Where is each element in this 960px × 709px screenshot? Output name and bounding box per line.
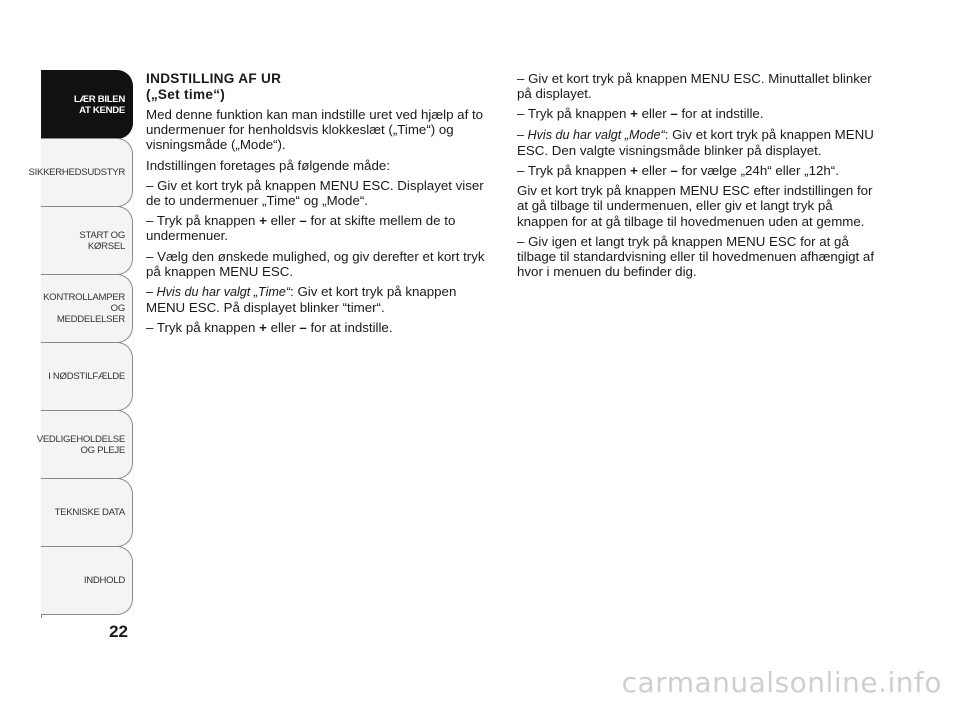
tab-i-nodstilfaelde[interactable]: [41, 342, 133, 411]
paragraph: Giv et kort tryk på knappen MENU ESC efter indstillingen for at gå tilbage til undermenuen, eller giv et langt tryk på knappen for at gå tilbage til hovedmenuen uden at gemme.: [517, 183, 873, 229]
paragraph: – Giv igen et langt tryk på knappen MENU ESC for at gå tilbage til standardvisning eller til hovedmenuen afhængigt af hvor i menuen du befinder dig.: [517, 233, 875, 280]
plus-symbol: +: [259, 213, 267, 229]
text: : Giv et kort tryk på knappen MENU ESC. På displayet blinker “timer“.: [146, 284, 457, 316]
heading-line-1: INDSTILLING AF UR: [146, 71, 282, 86]
minus-symbol: –: [299, 213, 307, 229]
paragraph: – Giv et kort tryk på knappen MENU ESC. Minuttallet blinker på displayet.: [517, 71, 872, 102]
text: – Tryk på knappen: [517, 106, 631, 122]
text: for at skifte mellem de to undermenuer.: [146, 213, 456, 244]
minus-symbol: –: [670, 163, 678, 179]
paragraph: Indstillingen foretages på følgende måde:: [146, 157, 390, 173]
tab-label: START OG KØRSEL: [79, 229, 125, 252]
paragraph: [146, 284, 496, 315]
tab-sikkerhedsudstyr[interactable]: [28, 138, 133, 207]
paragraph: [517, 127, 877, 158]
tab-laer-bilen-at-kende[interactable]: [41, 70, 133, 139]
tab-label: I NØDSTILFÆLDE: [48, 371, 125, 382]
left-column: [146, 71, 496, 341]
tab-label: KONTROLLAMPER OG MEDDELELSER: [43, 292, 125, 325]
watermark: carmanualsonline.info: [621, 666, 942, 699]
tab-label: VEDLIGEHOLDELSE OG PLEJE: [36, 433, 125, 456]
tab-label: LÆR BILEN AT KENDE: [73, 93, 125, 116]
italic-lead: – Hvis du har valgt „Time“: [146, 285, 291, 300]
text: eller: [266, 213, 300, 229]
minus-symbol: –: [299, 320, 307, 336]
paragraph: – Giv et kort tryk på knappen MENU ESC. Displayet viser de to undermenuer „Time“ og „Mode“.: [146, 177, 484, 209]
paragraph: – Vælg den ønskede mulighed, og giv derefter et kort tryk på knappen MENU ESC.: [146, 248, 485, 279]
tab-label: SIKKERHEDSUDSTYR: [28, 167, 125, 178]
text: eller: [637, 163, 671, 179]
paragraph: [517, 163, 877, 178]
tab-label: INDHOLD: [83, 575, 125, 586]
text: eller: [266, 320, 300, 336]
text: : Giv et kort tryk på knappen MENU ESC. Den valgte visningsmåde blinker på displayet.: [517, 126, 874, 158]
paragraph: [146, 320, 496, 335]
paragraph: [517, 106, 877, 121]
plus-symbol: +: [630, 163, 638, 179]
tab-label: TEKNISKE DATA: [54, 507, 125, 518]
italic-lead: – Hvis du har valgt „Mode“: [517, 127, 665, 142]
section-heading: [146, 71, 496, 102]
text: – Tryk på knappen: [146, 320, 260, 336]
text: – Tryk på knappen: [517, 163, 631, 179]
paragraph: Med denne funktion kan man indstille uret ved hjælp af to undermenuer for henholdsvis klokkeslæt („Time“) og visningsmåde („Mode“).: [146, 107, 484, 153]
text: for at indstille.: [677, 106, 764, 122]
text: for at indstille.: [306, 320, 393, 336]
minus-symbol: –: [670, 106, 678, 122]
page-number: 22: [109, 622, 128, 641]
plus-symbol: +: [259, 320, 267, 336]
text: for vælge „24h“ eller „12h“.: [677, 163, 839, 179]
plus-symbol: +: [630, 106, 638, 122]
tab-indhold[interactable]: [41, 546, 133, 615]
paragraph: [146, 213, 496, 243]
tab-tekniske-data[interactable]: [41, 478, 133, 547]
tab-vedligeholdelse[interactable]: [36, 410, 133, 479]
tab-start-og-korsel[interactable]: [41, 206, 133, 275]
chapter-sidebar: [28, 70, 133, 615]
tab-kontrollamper[interactable]: [41, 274, 133, 343]
right-column: [517, 71, 877, 284]
text: – Tryk på knappen: [146, 213, 260, 229]
heading-line-2: („Set time“): [146, 86, 226, 102]
text: eller: [637, 106, 671, 122]
